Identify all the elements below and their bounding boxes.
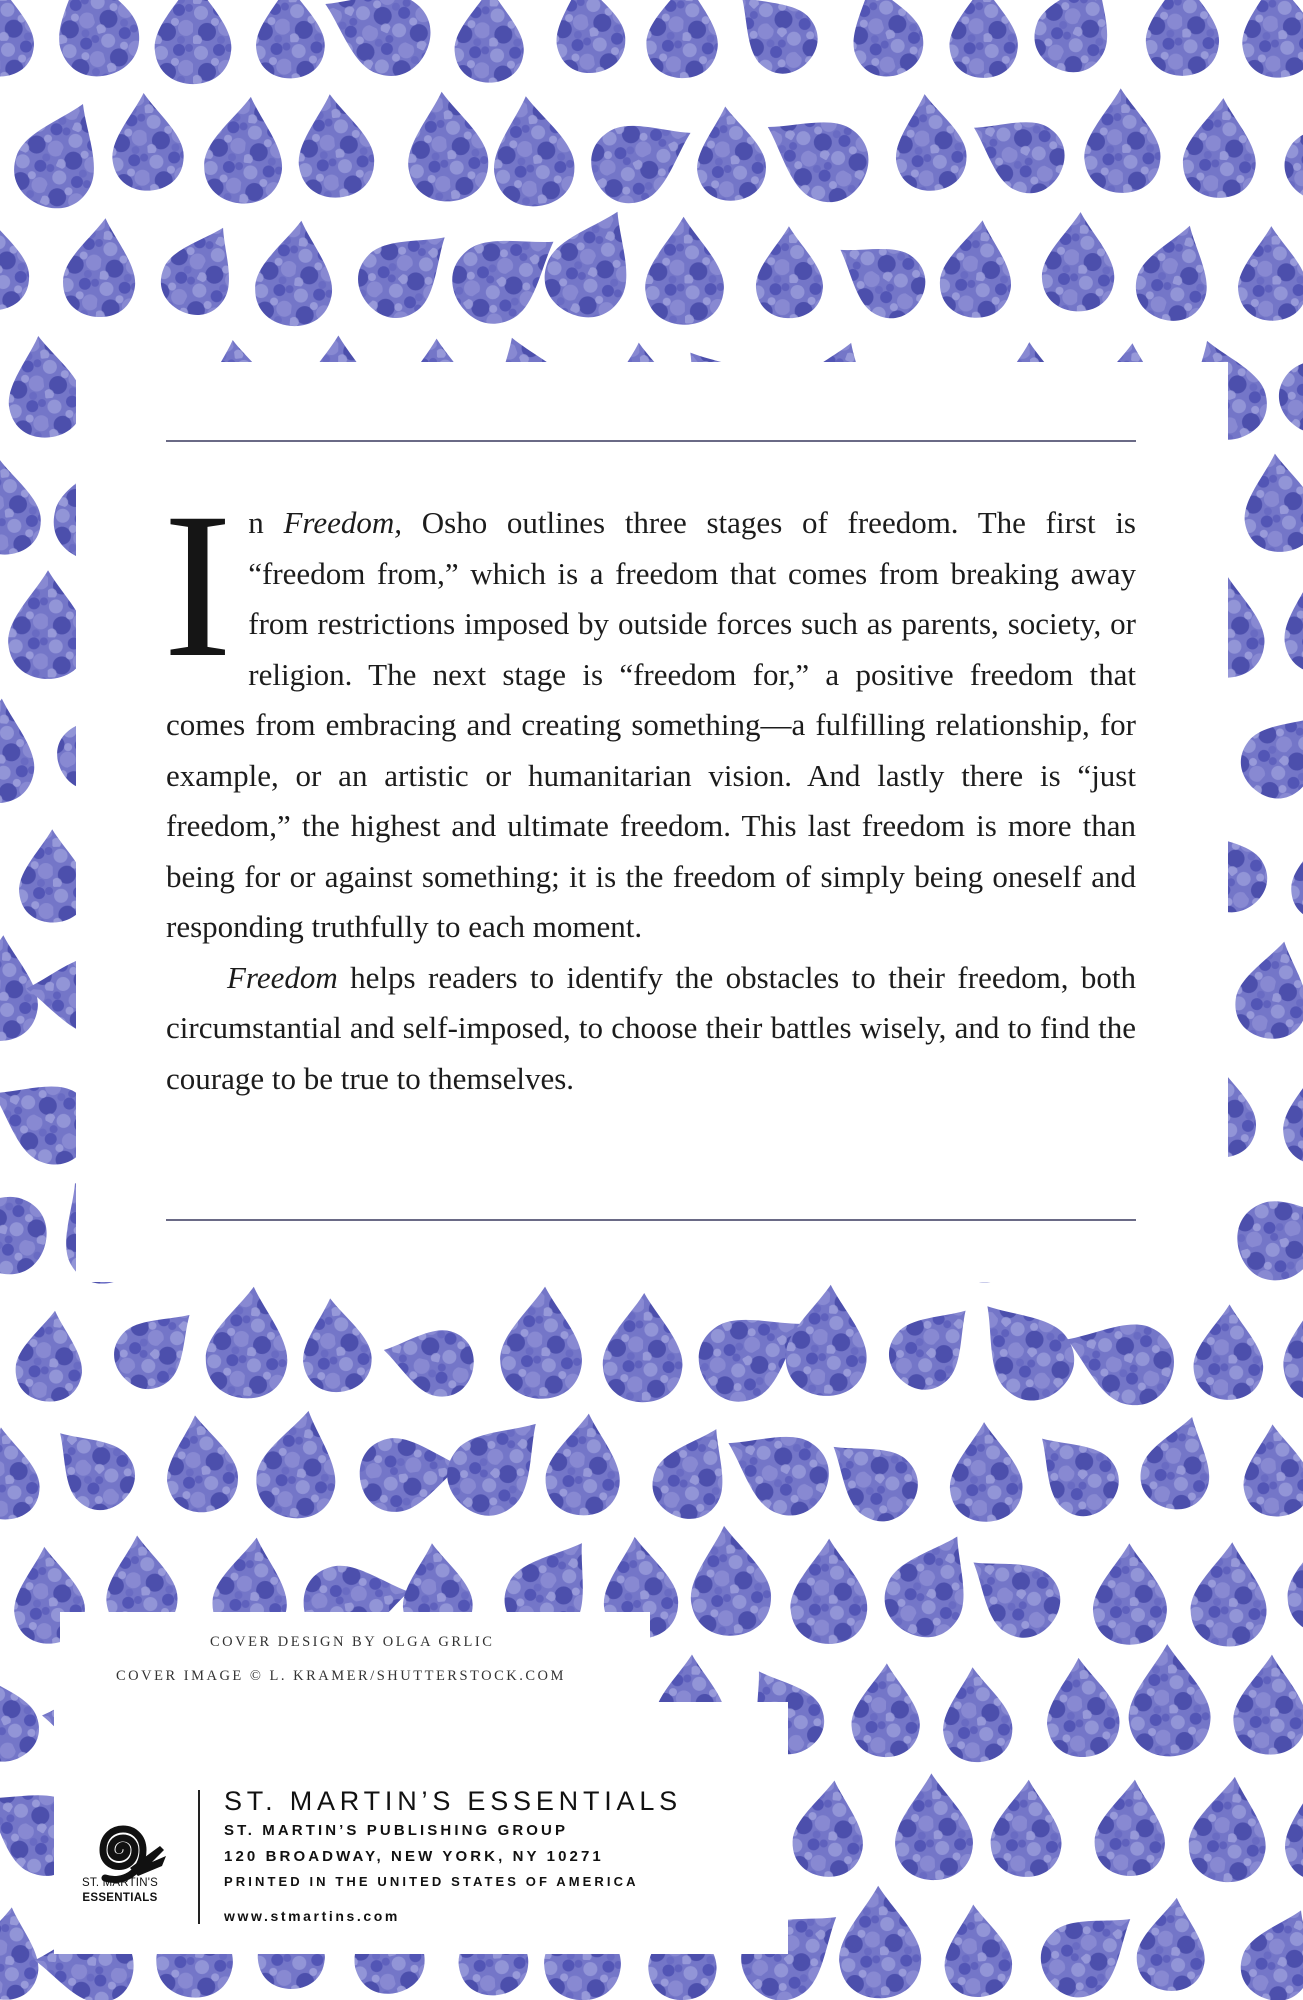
teardrop-shape [684, 1522, 774, 1639]
teardrop-shape [1230, 1896, 1303, 2000]
teardrop-shape [1083, 88, 1162, 194]
teardrop-shape [160, 1411, 242, 1516]
teardrop-shape [251, 216, 340, 330]
publisher-group: ST. MARTIN’S PUBLISHING GROUP [224, 1822, 569, 1839]
teardrop-shape [344, 209, 469, 332]
teardrop-shape [0, 695, 40, 806]
teardrop-shape [108, 90, 186, 193]
teardrop-shape [644, 0, 722, 80]
teardrop-shape [60, 215, 142, 321]
teardrop-shape [1, 332, 87, 442]
teardrop-shape [1018, 1415, 1132, 1530]
teardrop-shape [812, 1419, 932, 1534]
teardrop-shape [1237, 225, 1303, 321]
teardrop-shape [1239, 1422, 1303, 1519]
teardrop-shape [547, 0, 630, 78]
teardrop-shape [200, 93, 289, 208]
teardrop-shape [1181, 96, 1260, 200]
book-title-italic: Freedom, [283, 505, 403, 540]
teardrop-shape [1127, 215, 1223, 329]
blurb-paragraph-1 [163, 470, 1136, 953]
teardrop-shape [532, 194, 655, 331]
teardrop-shape [1281, 1291, 1303, 1404]
teardrop-shape [957, 1280, 1090, 1416]
teardrop-shape [821, 221, 937, 330]
teardrop-shape [101, 1291, 212, 1402]
printed-in: PRINTED IN THE UNITED STATES OF AMERICA [224, 1874, 639, 1889]
teardrop-shape [892, 1772, 974, 1882]
teardrop-shape [454, 0, 524, 83]
teardrop-shape [0, 1660, 49, 1772]
teardrop-shape [12, 1307, 88, 1405]
logo-caption-line-1: ST. MARTIN'S [82, 1877, 158, 1889]
teardrop-shape [250, 1404, 347, 1525]
teardrop-shape [1041, 211, 1117, 313]
teardrop-shape [691, 103, 769, 204]
teardrop-shape [876, 1287, 991, 1403]
teardrop-shape [578, 99, 708, 216]
blurb-paragraph-2 [166, 953, 1136, 1105]
teardrop-shape [1238, 0, 1303, 80]
teardrop-shape [602, 1292, 684, 1403]
publisher-url: www.stmartins.com [224, 1908, 400, 1924]
teardrop-shape [376, 1318, 480, 1403]
teardrop-shape [36, 1410, 148, 1523]
teardrop-shape [0, 1425, 42, 1523]
teardrop-shape [1092, 1777, 1170, 1879]
teardrop-shape [644, 216, 724, 325]
teardrop-shape [952, 1534, 1074, 1651]
teardrop-shape [1133, 1407, 1225, 1517]
cover-design-credit: COVER DESIGN BY OLGA GRLIC [210, 1634, 495, 1650]
teardrop-shape [1228, 1183, 1303, 1289]
teardrop-shape [1265, 326, 1303, 448]
teardrop-shape [1277, 567, 1303, 677]
teardrop-shape [0, 0, 34, 77]
teardrop-shape [748, 93, 882, 216]
teardrop-shape [938, 1664, 1015, 1765]
teardrop-shape [542, 1410, 625, 1518]
blurb-intro: n [248, 505, 284, 540]
teardrop-shape [957, 97, 1076, 205]
teardrop-shape [1289, 826, 1303, 924]
teardrop-shape [1042, 1655, 1122, 1759]
teardrop-shape [1285, 1524, 1303, 1637]
teardrop-shape [1271, 93, 1303, 214]
publisher-address: 120 BROADWAY, NEW YORK, NY 10271 [224, 1848, 604, 1865]
teardrop-shape [498, 1284, 586, 1401]
teardrop-shape [0, 212, 33, 314]
teardrop-shape [0, 1903, 45, 2000]
teardrop-shape [940, 1902, 1015, 2000]
top-rule [166, 440, 1136, 442]
teardrop-shape [2, 88, 119, 221]
teardrop-shape [837, 1885, 922, 2000]
teardrop-shape [155, 0, 232, 84]
drop-cap: I [163, 470, 233, 700]
teardrop-shape [292, 90, 377, 201]
teardrop-shape [202, 1283, 294, 1402]
teardrop-shape [1193, 1304, 1264, 1401]
teardrop-shape [936, 216, 1018, 321]
teardrop-shape [790, 1538, 867, 1644]
teardrop-shape [989, 1778, 1064, 1878]
teardrop-shape [755, 226, 823, 318]
teardrop-shape [150, 212, 254, 326]
teardrop-shape [889, 90, 970, 194]
teardrop-shape [486, 92, 579, 211]
imprint-divider [198, 1790, 200, 1924]
teardrop-shape [1232, 1653, 1303, 1755]
teardrop-shape [710, 1408, 842, 1528]
teardrop-shape [1239, 451, 1303, 555]
teardrop-shape [1092, 1543, 1167, 1645]
teardrop-shape [837, 0, 932, 85]
teardrop-shape [1134, 1895, 1211, 1995]
teardrop-shape [641, 1413, 747, 1530]
teardrop-shape [432, 1397, 565, 1532]
teardrop-shape [949, 0, 1018, 78]
teardrop-shape [1145, 0, 1220, 76]
teardrop-shape [1189, 1540, 1271, 1648]
teardrop-shape [0, 1180, 55, 1283]
teardrop-shape [1283, 1064, 1303, 1165]
blurb-paragraph-1-text: Osho outlines three stages of freedom. The first is “freedom from,” which is a freedom that comes from breaking away from restrictions imposed by outside forces such as parents, society, or religion. The next stage is “freedom for,” a positive freedom that comes from embracing and creating something—a fulfilling relationship, for example, or an artistic or humanitarian vision. And lastly there is “just freedom,” the highest and ultimate freedom. This last freedom is more than being for or against something; it is the freedom of simply being oneself and responding truthfully to each moment. [166, 505, 1136, 944]
logo-caption-line-2: ESSENTIALS [82, 1892, 158, 1904]
teardrop-shape [1227, 693, 1303, 813]
teardrop-shape [851, 1663, 921, 1758]
teardrop-shape [308, 0, 444, 89]
teardrop-shape [42, 0, 148, 85]
teardrop-shape [1279, 1778, 1303, 1884]
blurb-paragraph-2-text: helps readers to identify the obstacles to their freedom, both circumstantial and self-imposed, to choose their battles wisely, and to find the courage to be true to themselves. [166, 959, 1136, 1096]
teardrop-shape [872, 1518, 992, 1650]
teardrop-shape [296, 1294, 375, 1396]
teardrop-shape [783, 1282, 871, 1398]
logo-caption [58, 1876, 182, 1906]
teardrop-shape [254, 0, 326, 80]
bottom-rule [166, 1219, 1136, 1221]
teardrop-shape [1185, 1773, 1273, 1887]
teardrop-shape [718, 0, 831, 87]
cover-image-credit: COVER IMAGE © L. KRAMER/SHUTTERSTOCK.COM [116, 1668, 566, 1684]
book-blurb [163, 470, 1136, 1104]
book-title-italic-2: Freedom [227, 959, 338, 995]
teardrop-shape [1229, 934, 1303, 1045]
teardrop-shape [1027, 1890, 1153, 2000]
teardrop-shape [1023, 0, 1131, 84]
teardrop-shape [948, 1421, 1024, 1523]
teardrop-shape [789, 1777, 869, 1881]
teardrop-shape [402, 88, 492, 205]
teardrop-shape [0, 455, 44, 558]
teardrop-shape [1126, 1643, 1212, 1758]
imprint-name: ST. MARTIN’S ESSENTIALS [224, 1786, 682, 1816]
